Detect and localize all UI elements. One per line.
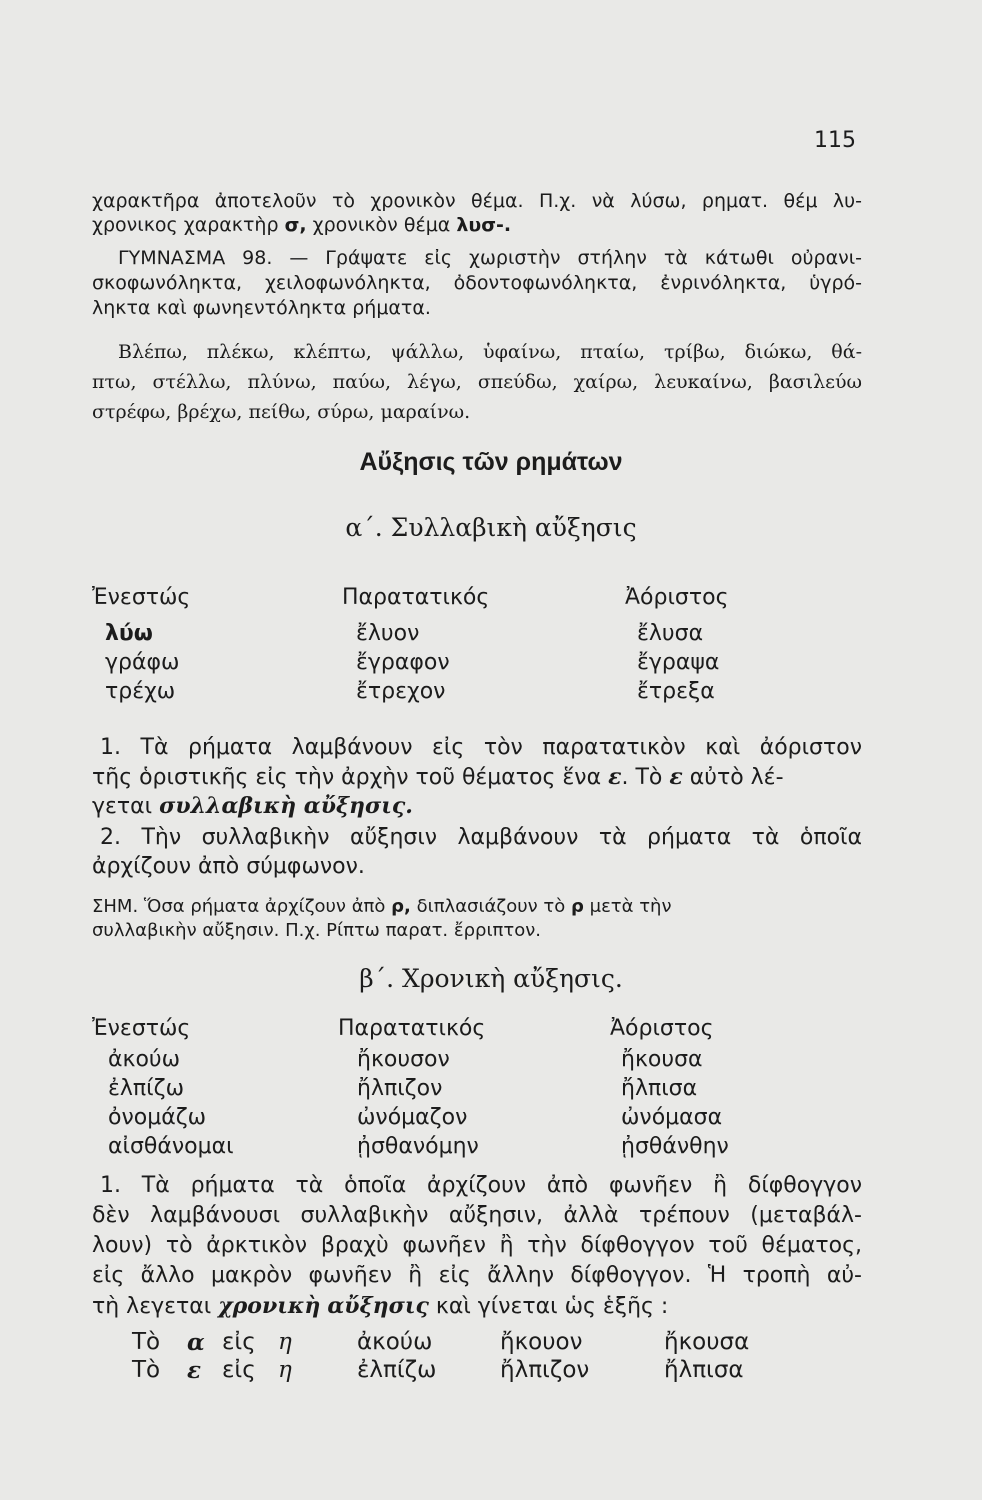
example-word: ἤλπισα [664,1357,744,1383]
text-run: αὐτὸ λέ- [682,765,784,790]
example-letter [187,1357,201,1384]
temporal-cell: αἰσθάνομαι [108,1134,234,1159]
syllabic-rule-1-line-1: 1. Τὰ ρήματα λαμβάνουν εἰς τὸν παρατατικὸν καὶ ἀόριστον [100,735,862,760]
bold-run: ρ [571,896,584,917]
syllabic-cell: ἔγραφον [356,650,450,675]
bold-run: αὔξησις [327,1293,429,1319]
temporal-rule-line-5 [92,1293,862,1319]
temporal-cell: ὀνομάζω [108,1105,207,1130]
temporal-cell: ἤλπισα [621,1076,698,1101]
verb-list-line-1: Βλέπω, πλέκω, κλέπτω, ψάλλω, ὑφαίνω, πταίω, τρίβω, διώκω, θά- [118,341,862,363]
syllabic-cell: ἔλυσα [637,621,704,646]
example-letter [278,1357,292,1383]
text-run: ΣΗΜ. Ὅσα ρήματα ἀρχίζουν ἀπὸ [92,896,392,917]
syllabic-cell: ἔτρεχον [356,679,446,704]
example-label: εἰς [222,1357,256,1383]
temporal-rule-line-4: εἰς ἄλλο μακρὸν φωνῆεν ἢ εἰς ἄλλην δίφθογγον. Ἡ τροπὴ αὐ- [92,1263,862,1288]
temporal-cell: ἤκουσα [621,1047,703,1072]
temporal-rule-line-2: δὲν λαμβάνουσι συλλαβικὴν αὔξησιν, ἀλλὰ τρέπουν (μεταβάλ- [92,1203,862,1228]
example-letter [187,1329,205,1356]
syllabic-header-imperfect: Παρατατικός [342,585,490,610]
text-run: καὶ γίνεται ὡς ἑξῆς : [428,1294,669,1319]
example-label: Τὸ [132,1329,161,1355]
text-run: . Τὸ [621,765,670,790]
temporal-header-aorist: Ἀόριστος [610,1016,714,1041]
example-letter [278,1329,292,1355]
temporal-cell: ἀκούω [108,1047,181,1072]
example-word: ἤκουον [500,1329,583,1355]
syllabic-cell: λύω [105,621,153,646]
bold-run: σ, [284,214,307,236]
temporal-header-present: Ἐνεστώς [92,1016,191,1041]
example-word: ἤλπιζον [500,1357,590,1383]
intro-line-1: χαρακτῆρα ἀποτελοῦν τὸ χρονικὸν θέμα. Π.χ. νὰ λύσω, ρηματ. θέμ λυ- [92,190,862,212]
example-letter-text: η [278,1357,292,1383]
temporal-cell: ὠνόμασα [621,1105,723,1130]
temporal-header-imperfect: Παρατατικός [338,1016,486,1041]
page-number: 115 [814,128,856,153]
temporal-cell: ᾐσθάνθην [621,1134,729,1159]
example-letter-text: α [187,1329,205,1356]
temporal-cell: ᾐσθανόμην [357,1134,479,1159]
intro-line-2 [92,214,862,236]
exercise-line-2: σκοφωνόληκτα, χειλοφωνόληκτα, ὀδοντοφωνόληκτα, ἐνρινόληκτα, ὑγρό- [92,272,862,294]
exercise-line-1: ΓΥΜΝΑΣΜΑ 98. — Γράψατε εἰς χωριστὴν στήλην τὰ κάτωθι οὐρανι- [118,247,862,269]
text-run: χρονικὸν θέμα [306,214,457,236]
temporal-title: β΄. Χρονικὴ αὔξησις. [359,964,623,993]
syllabic-note-line-2: συλλαβικὴν αὔξησιν. Π.χ. Ρίπτω παρατ. ἔρριπτον. [92,920,542,941]
syllabic-rule-1-line-3 [92,793,862,819]
bold-run: λυσ-. [456,214,512,236]
text-run: γεται [92,794,160,819]
bold-run: ρ, [391,896,411,917]
section-title: Αὔξησις τῶν ρημάτων [359,448,623,476]
syllabic-header-present: Ἐνεστώς [92,585,191,610]
syllabic-header-aorist: Ἀόριστος [625,585,729,610]
example-word: ἐλπίζω [357,1357,437,1383]
temporal-cell: ἤλπιζον [357,1076,443,1101]
syllabic-cell: ἔλυον [356,621,420,646]
text-run: τῆς ὁριστικῆς εἰς τὴν ἀρχὴν τοῦ θέματος ἕνα [92,765,609,790]
example-word: ἀκούω [357,1329,433,1355]
example-letter-text: ε [187,1357,201,1384]
example-label: εἰς [222,1329,256,1355]
syllabic-rule-2-line-1: 2. Τὴν συλλαβικὴν αὔξησιν λαμβάνουν τὰ ρήματα τὰ ὁποῖα [100,825,862,850]
temporal-rule-line-1: 1. Τὰ ρήματα τὰ ὁποῖα ἀρχίζουν ἀπὸ φωνῆεν ἢ δίφθογγον [100,1173,862,1198]
syllabic-rule-1-line-2 [92,764,862,790]
syllabic-cell: ἔτρεξα [637,679,715,704]
text-run: τὴ λεγεται [92,1294,219,1319]
syllabic-rule-2-line-2: ἀρχίζουν ἀπὸ σύμφωνον. [92,854,365,879]
verb-list-line-2: πτω, στέλλω, πλύνω, παύω, λέγω, σπεύδω, χαίρω, λευκαίνω, βασιλεύω [92,371,862,393]
syllabic-note-line-1 [92,896,862,917]
syllabic-title: α΄. Συλλαβικὴ αὔξησις [345,513,637,542]
temporal-cell: ἐλπίζω [108,1076,184,1101]
example-letter-text: η [278,1329,292,1355]
syllabic-cell: ἔγραψα [637,650,720,675]
text-run: μετὰ τὴν [583,896,672,917]
exercise-line-3: ληκτα καὶ φωνηεντόληκτα ρήματα. [92,297,431,319]
text-run: διπλασιάζουν τὸ [410,896,571,917]
bold-run: χρονικὴ [218,1293,321,1319]
temporal-rule-line-3: λουν) τὸ ἀρκτικὸν βραχὺ φωνῆεν ἢ τὴν δίφθογγον τοῦ θέματος, [92,1233,862,1258]
temporal-cell: ἤκουσον [357,1047,450,1072]
text-run: χρονικος χαρακτὴρ [92,214,285,236]
bold-run: ε [608,764,622,790]
syllabic-cell: γράφω [105,650,180,675]
bold-run: ε [669,764,683,790]
example-label: Τὸ [132,1357,161,1383]
bold-run: συλλαβικὴ αὔξησις. [159,793,413,819]
temporal-cell: ὠνόμαζον [357,1105,468,1130]
verb-list-line-3: στρέφω, βρέχω, πείθω, σύρω, μαραίνω. [92,401,471,423]
example-word: ἤκουσα [664,1329,750,1355]
syllabic-cell: τρέχω [105,679,176,704]
